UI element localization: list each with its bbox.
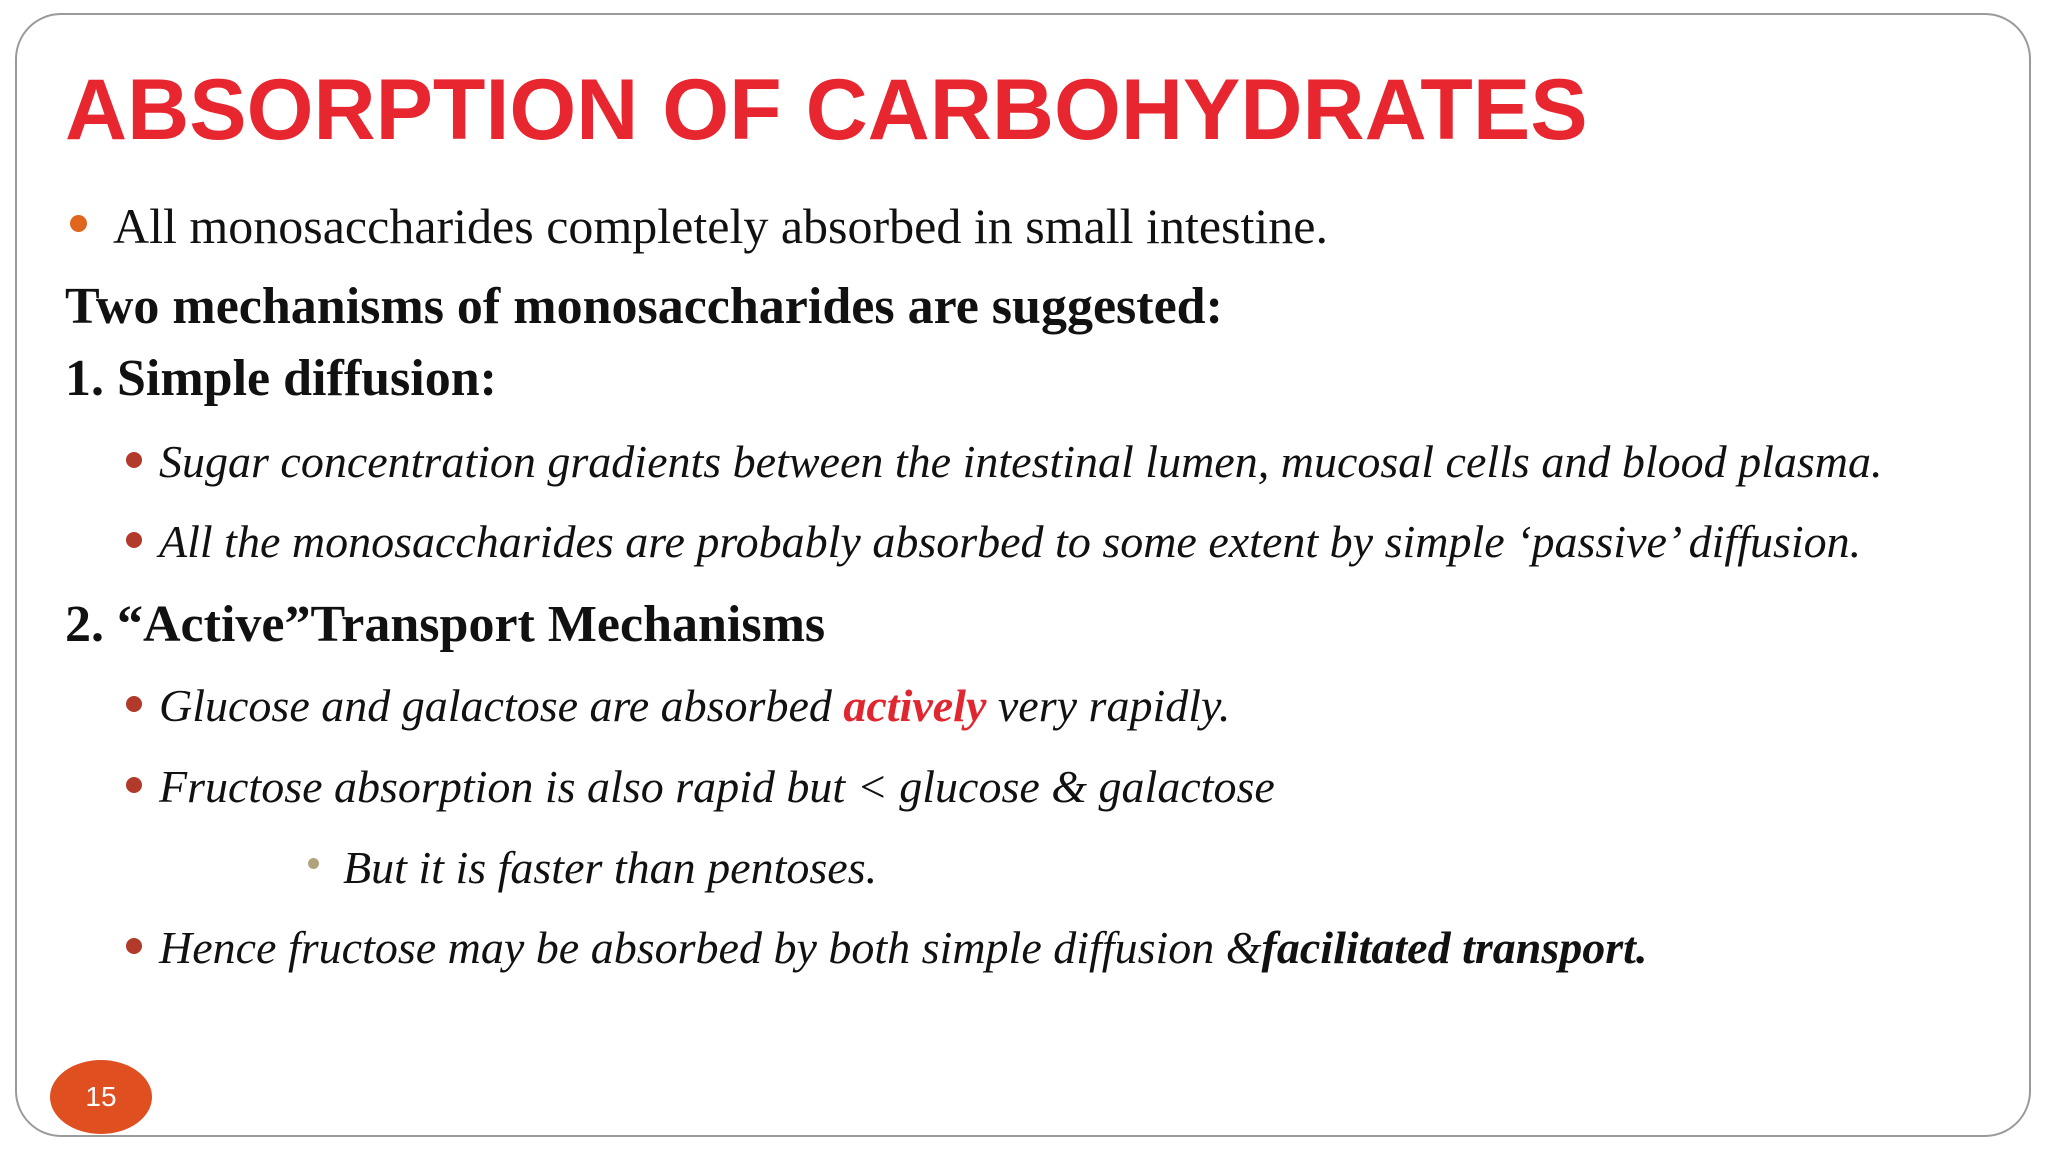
page-number-badge: 15: [50, 1060, 152, 1134]
active-point-2: Fructose absorption is also rapid but < glucose & galactose: [159, 761, 1275, 812]
bullet-dot-icon: [70, 215, 87, 232]
intro-text: All monosaccharides completely absorbed in small intestine.: [113, 198, 1328, 254]
active-point-3: [159, 922, 1648, 973]
simple-point-1: Sugar concentration gradients between the intestinal lumen, mucosal cells and blood plasma.: [159, 436, 1883, 487]
slide: [15, 13, 2031, 1137]
active-subpoint: But it is faster than pentoses.: [343, 842, 878, 893]
simple-diffusion-heading: 1. Simple diffusion:: [65, 350, 497, 407]
active-point-3-emphasis: facilitated transport.: [1261, 922, 1648, 973]
bullet-dot-icon: [126, 777, 142, 793]
active-point-3-before: Hence fructose may be absorbed by both simple diffusion &: [159, 922, 1262, 973]
active-point-1-after: very rapidly.: [986, 680, 1231, 731]
bullet-dot-icon: [308, 858, 319, 869]
active-point-1-before: Glucose and galactose are absorbed: [159, 680, 844, 731]
active-point-1: [159, 680, 1231, 731]
simple-point-2: All the monosaccharides are probably absorbed to some extent by simple ‘passive’ diffusion.: [159, 516, 1862, 567]
bullet-dot-icon: [126, 452, 142, 468]
bullet-dot-icon: [126, 696, 142, 712]
active-point-1-emphasis: actively: [843, 680, 987, 731]
slide-title: ABSORPTION OF CARBOHYDRATES: [65, 62, 1588, 158]
bullet-dot-icon: [126, 938, 142, 954]
bullet-dot-icon: [126, 532, 142, 548]
mechanisms-heading: Two mechanisms of monosaccharides are suggested:: [65, 278, 1223, 335]
active-transport-heading: 2. “Active”Transport Mechanisms: [65, 596, 826, 653]
